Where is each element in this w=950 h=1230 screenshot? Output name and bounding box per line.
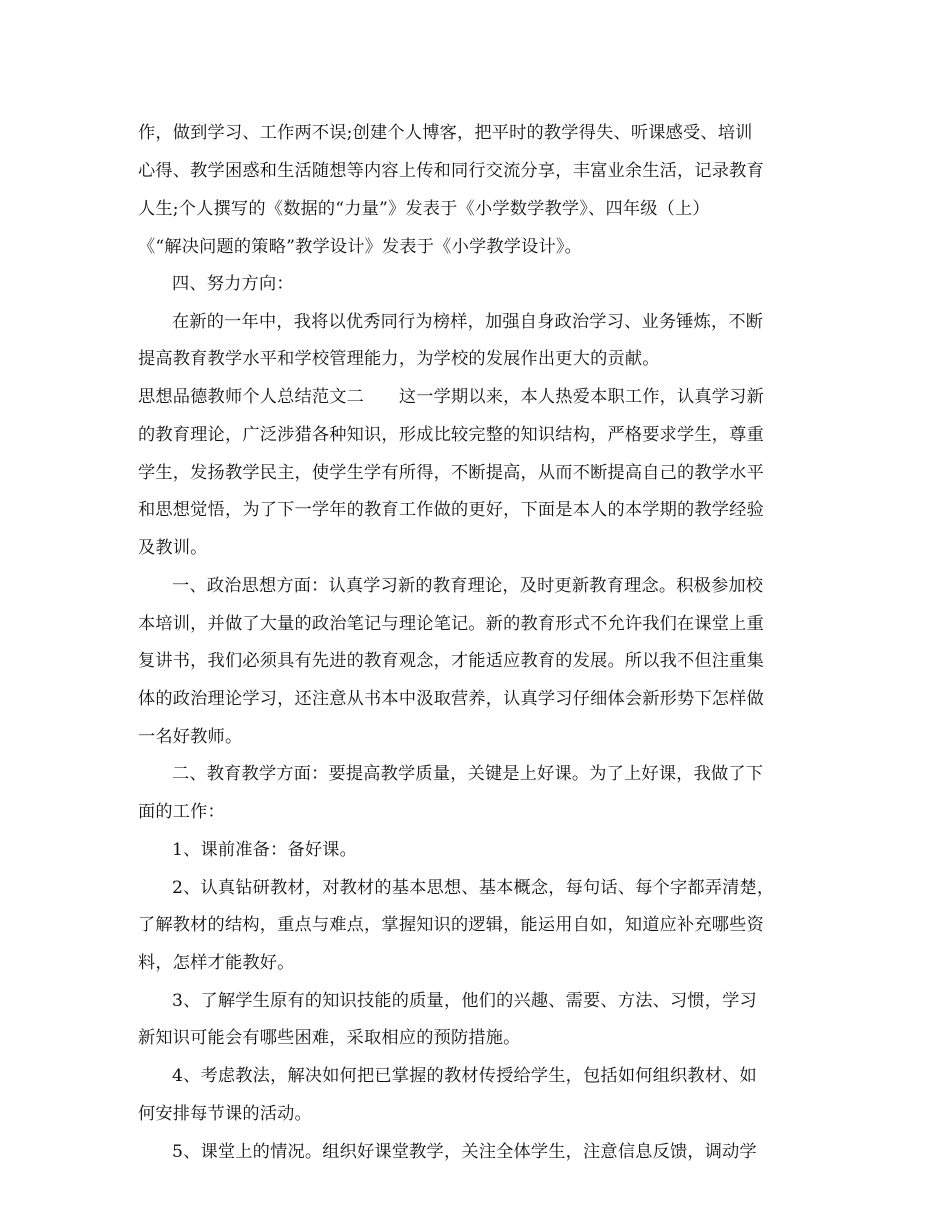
list-item: 3、了解学生原有的知识技能的质量，他们的兴趣、需要、方法、习惯，学习 bbox=[172, 991, 757, 1011]
text-line: 人生;个人撰写的《数据的“力量”》发表于《小学数学教学》、四年级（上） bbox=[138, 199, 710, 219]
text-line: 和思想觉悟，为了下一学年的教育工作做的更好，下面是本人的本学期的教学经验 bbox=[138, 500, 764, 520]
section-heading: 四、努力方向： bbox=[172, 274, 294, 294]
text-line: 何安排每节课的活动。 bbox=[138, 1104, 312, 1124]
text-line: 及教训。 bbox=[138, 538, 208, 558]
text-line: 料，怎样才能教好。 bbox=[138, 953, 295, 973]
text-line: 体的政治理论学习，还注意从书本中汲取营养，认真学习仔细体会新形势下怎样做 bbox=[138, 689, 764, 709]
text-line: 心得、教学困惑和生活随想等内容上传和同行交流分享，丰富业余生活，记录教育 bbox=[138, 161, 764, 181]
text-line: 本培训，并做了大量的政治笔记与理论笔记。新的教育形式不允许我们在课堂上重 bbox=[138, 614, 764, 634]
text-line: 复讲书，我们必须具有先进的教育观念，才能适应教育的发展。所以我不但注重集 bbox=[138, 651, 764, 671]
list-item: 2、认真钻研教材，对教材的基本思想、基本概念，每句话、每个字都弄清楚， bbox=[172, 878, 775, 898]
essay-title-line: 思想品德教师个人总结范文二 这一学期以来，本人热爱本职工作，认真学习新 bbox=[138, 387, 764, 407]
text-line: 的教育理论，广泛涉猎各种知识，形成比较完整的知识结构，严格要求学生，尊重 bbox=[138, 425, 764, 445]
text-line: 一、政治思想方面：认真学习新的教育理论，及时更新教育理念。积极参加校 bbox=[172, 576, 764, 596]
text-line: 面的工作： bbox=[138, 802, 225, 822]
text-line: 《“解决问题的策略”教学设计》发表于《小学教学设计》。 bbox=[138, 237, 583, 257]
text-line: 学生，发扬教学民主，使学生学有所得，不断提高，从而不断提高自己的教学水平 bbox=[138, 463, 764, 483]
text-line: 了解教材的结构，重点与难点，掌握知识的逻辑，能运用自如，知道应补充哪些资 bbox=[138, 915, 764, 935]
text-line: 在新的一年中，我将以优秀同行为榜样，加强自身政治学习、业务锤炼，不断 bbox=[172, 312, 764, 332]
text-line: 二、教育教学方面：要提高教学质量，关键是上好课。为了上好课，我做了下 bbox=[172, 764, 764, 784]
text-line: 新知识可能会有哪些困难，采取相应的预防措施。 bbox=[138, 1028, 521, 1048]
text-line: 提高教育教学水平和学校管理能力，为学校的发展作出更大的贡献。 bbox=[138, 349, 660, 369]
list-item: 4、考虑教法，解决如何把已掌握的教材传授给学生，包括如何组织教材、如 bbox=[172, 1066, 757, 1086]
text-line: 作，做到学习、工作两不误;创建个人博客，把平时的教学得失、听课感受、培训 bbox=[138, 123, 753, 143]
list-item: 1、课前准备：备好课。 bbox=[172, 840, 358, 860]
list-item: 5、课堂上的情况。组织好课堂教学，关注全体学生，注意信息反馈，调动学 bbox=[172, 1142, 757, 1162]
text-line: 一名好教师。 bbox=[138, 727, 243, 747]
